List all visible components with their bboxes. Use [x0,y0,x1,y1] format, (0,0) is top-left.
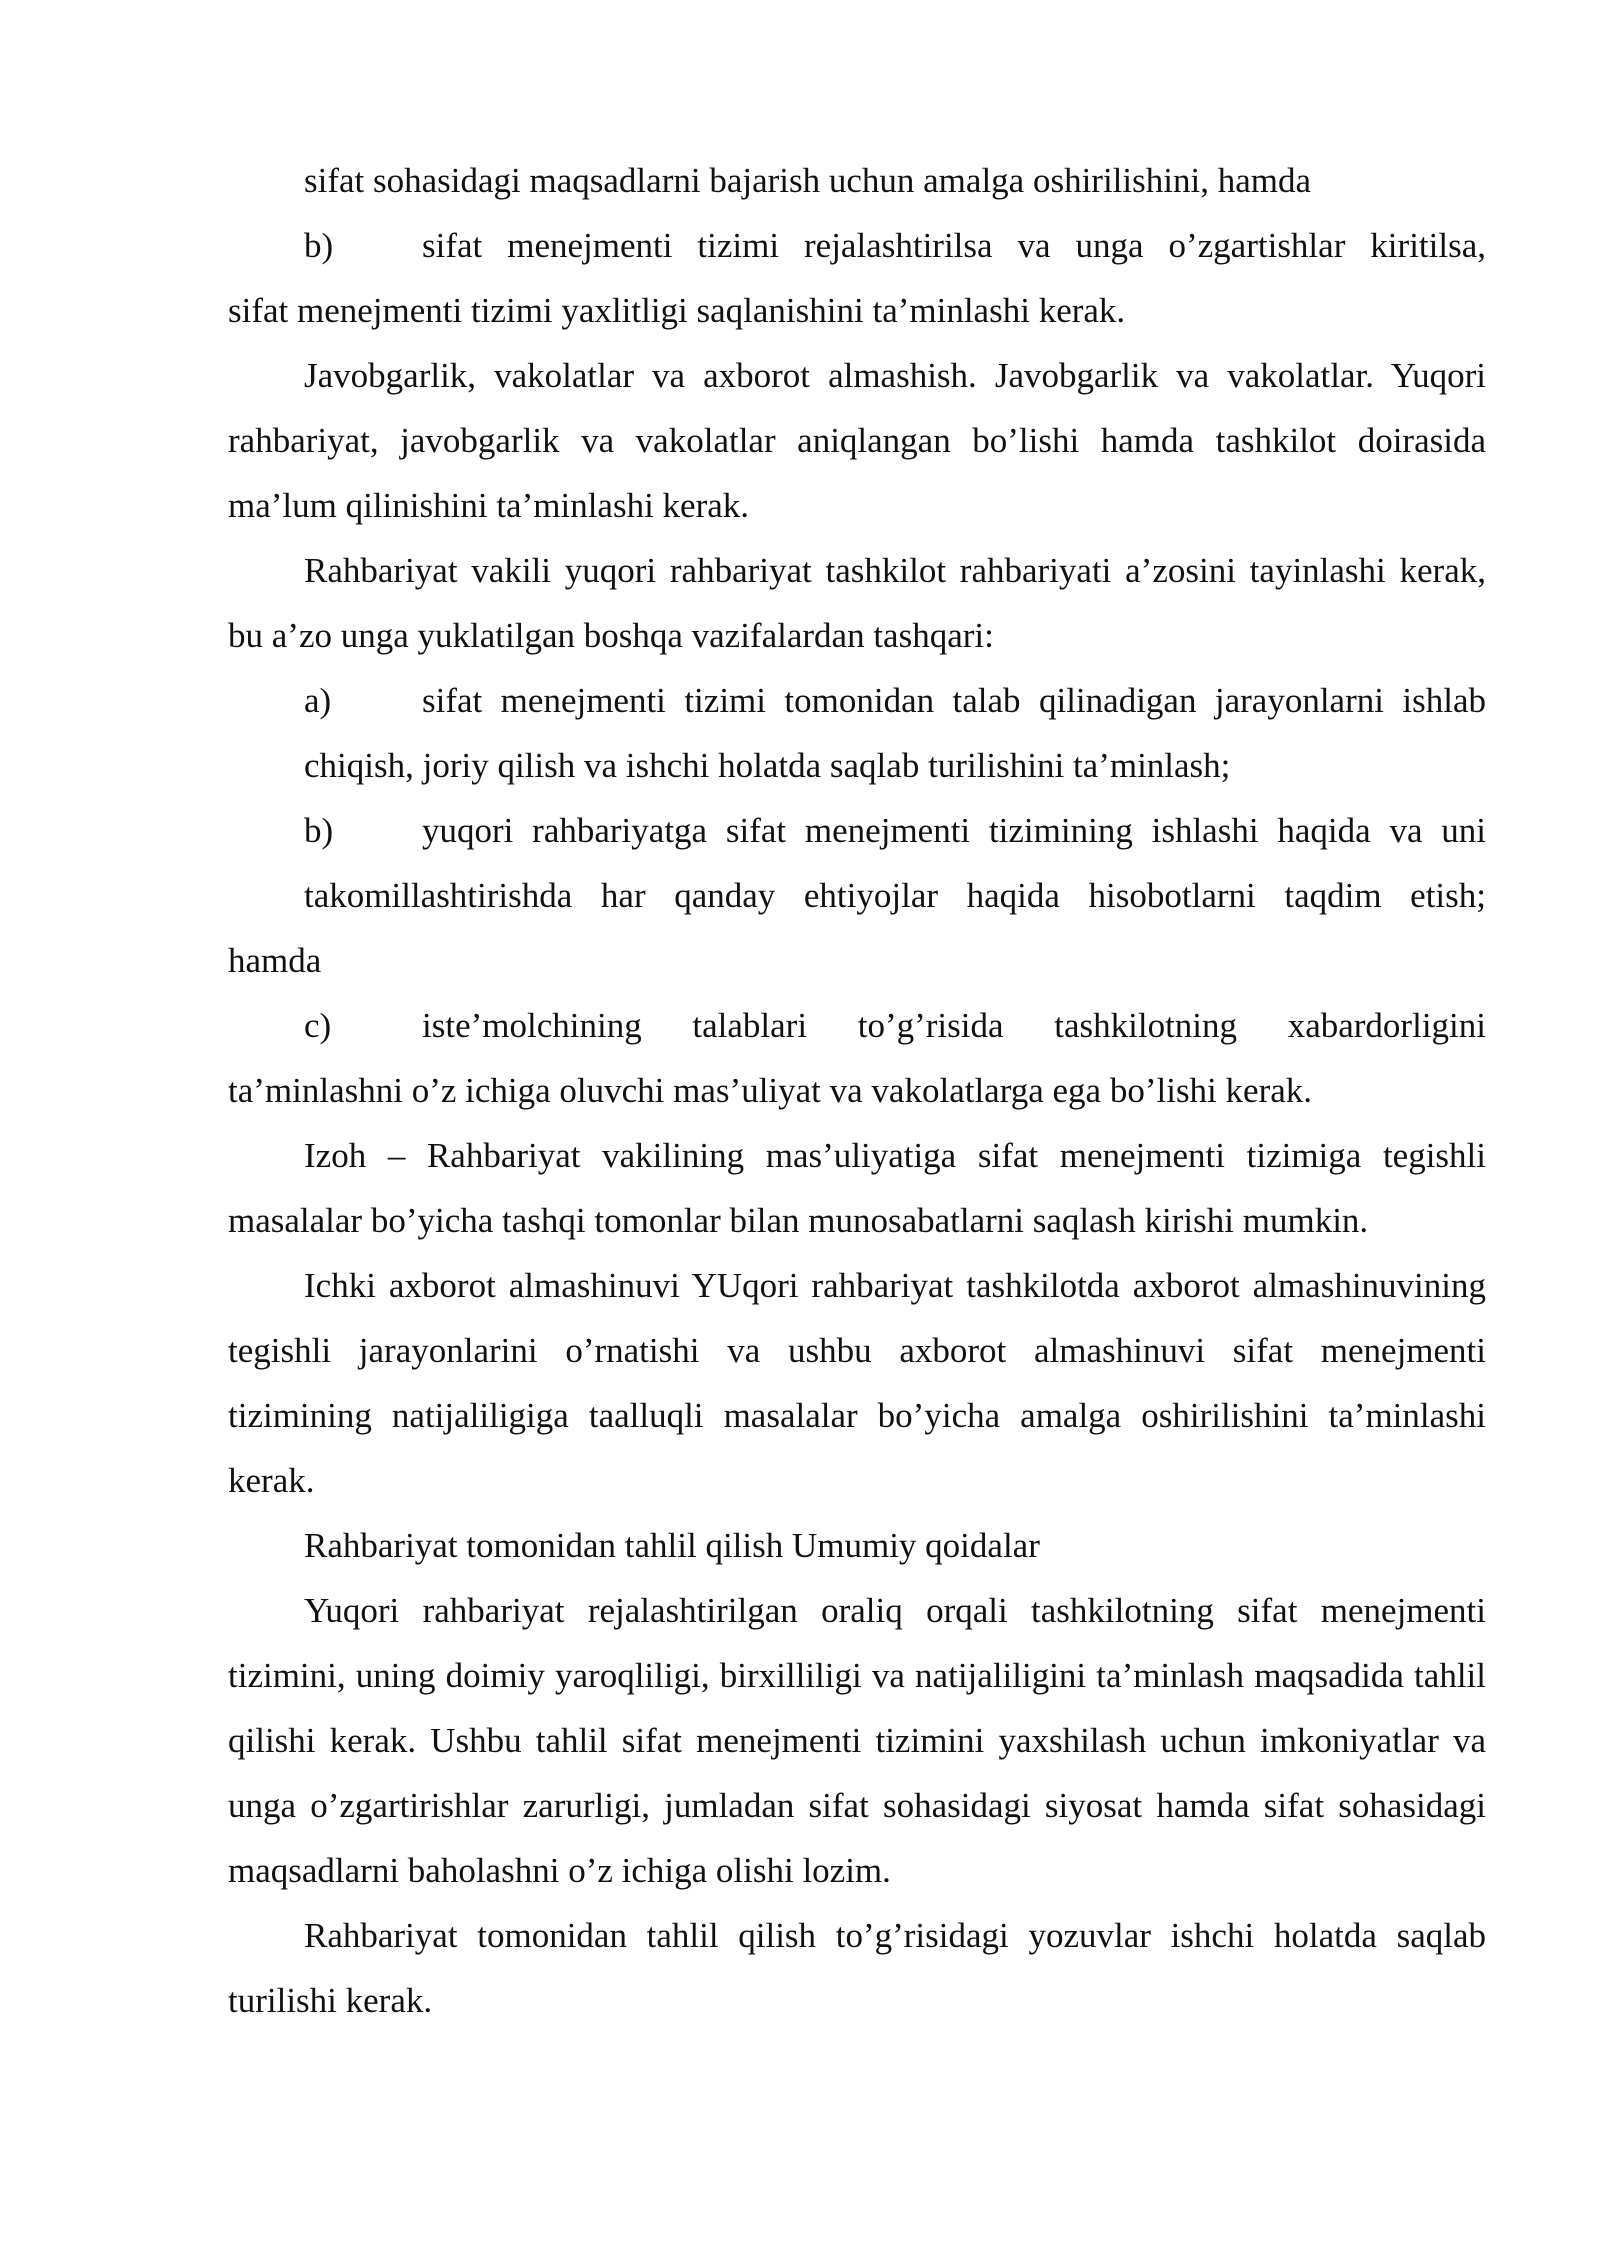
paragraph-note: Izoh – Rahbariyat vakilining mas’uliyatiga sifat menejmenti tizimiga tegishli masalalar bo’yicha tashqi tomonlar bilan munosabatlarni saqlash kirishi mumkin. [228,1136,1486,1240]
list-item-a-continuation: chiqish, joriy qilish va ishchi holatda saqlab turilishini ta’minlash; [304,746,1231,785]
list-marker: c) [304,1006,332,1045]
list-item-b-continuation: takomillashtirishda har qanday ehtiyojlar haqida hisobotlarni taqdim etish; [304,876,1486,915]
paragraph-4: Rahbariyat vakili yuqori rahbariyat tashkilot rahbariyati a’zosini tayinlashi kerak, bu a’zo unga yuklatilgan boshqa vazifalardan tashqari: [228,551,1486,655]
section-heading-management-review: Rahbariyat tomonidan tahlil qilish Umumiy qoidalar [304,1526,1040,1565]
paragraph-management-review: Yuqori rahbariyat rejalashtirilgan oraliq orqali tashkilotning sifat menejmenti tizimini, uning doimiy yaroqliligi, birxilliligi va natijaliligini ta’minlash maqsadida tahlil qilishi kerak. Ushbu tahlil sifat menejmenti tizimini yaxshilash uchun imkoniyatlar va unga o’zgartirishlar zarurligi, jumladan sifat sohasidagi siyosat hamda sifat sohasidagi maqsadlarni baholashni o’z ichiga olishi lozim. [228,1591,1486,1890]
paragraph-3: Javobgarlik, vakolatlar va axborot almashish. Javobgarlik va vakolatlar. Yuqori rahbariyat, javobgarlik va vakolatlar aniqlangan bo’lishi hamda tashkilot doirasida ma’lum qilinishini ta’minlashi kerak. [228,356,1486,525]
list-item-c-continuation: ta’minlashni o’z ichiga oluvchi mas’uliyat va vakolatlarga ega bo’lishi kerak. [228,1071,1313,1110]
list-item-text: yuqori rahbariyatga sifat menejmenti tizimining ishlashi haqida va uni [422,811,1486,850]
paragraph-1: sifat sohasidagi maqsadlarni bajarish uchun amalga oshirilishini, hamda [304,161,1311,200]
list-item-text: sifat menejmenti tizimi rejalashtirilsa va unga o’zgartishlar kiritilsa, [422,226,1486,265]
list-item-b-top [228,213,1486,278]
list-item-text: iste’molchining talablari to’g’risida tashkilotning xabardorligini [422,1006,1486,1045]
list-item-c [228,993,1486,1058]
list-marker: a) [304,681,332,720]
list-item-b [228,798,1486,863]
document-page [228,148,1486,2033]
paragraph-internal-communication: Ichki axborot almashinuvi YUqori rahbariyat tashkilotda axborot almashinuvining tegishli jarayonlarini o’rnatishi va ushbu axborot almashinuvi sifat menejmenti tizimining natijaliligiga taalluqli masalalar bo’yicha amalga oshirilishini ta’minlashi kerak. [228,1266,1486,1500]
list-item-b-tail: hamda [228,941,322,980]
list-item-a [228,668,1486,733]
paragraph-2-continuation: sifat menejmenti tizimi yaxlitligi saqlanishini ta’minlashi kerak. [228,291,1126,330]
list-marker: b) [304,226,334,265]
list-marker: b) [304,811,334,850]
paragraph-review-records: Rahbariyat tomonidan tahlil qilish to’g’risidagi yozuvlar ishchi holatda saqlab turilishi kerak. [228,1916,1486,2020]
list-item-text: sifat menejmenti tizimi tomonidan talab qilinadigan jarayonlarni ishlab [422,681,1486,720]
